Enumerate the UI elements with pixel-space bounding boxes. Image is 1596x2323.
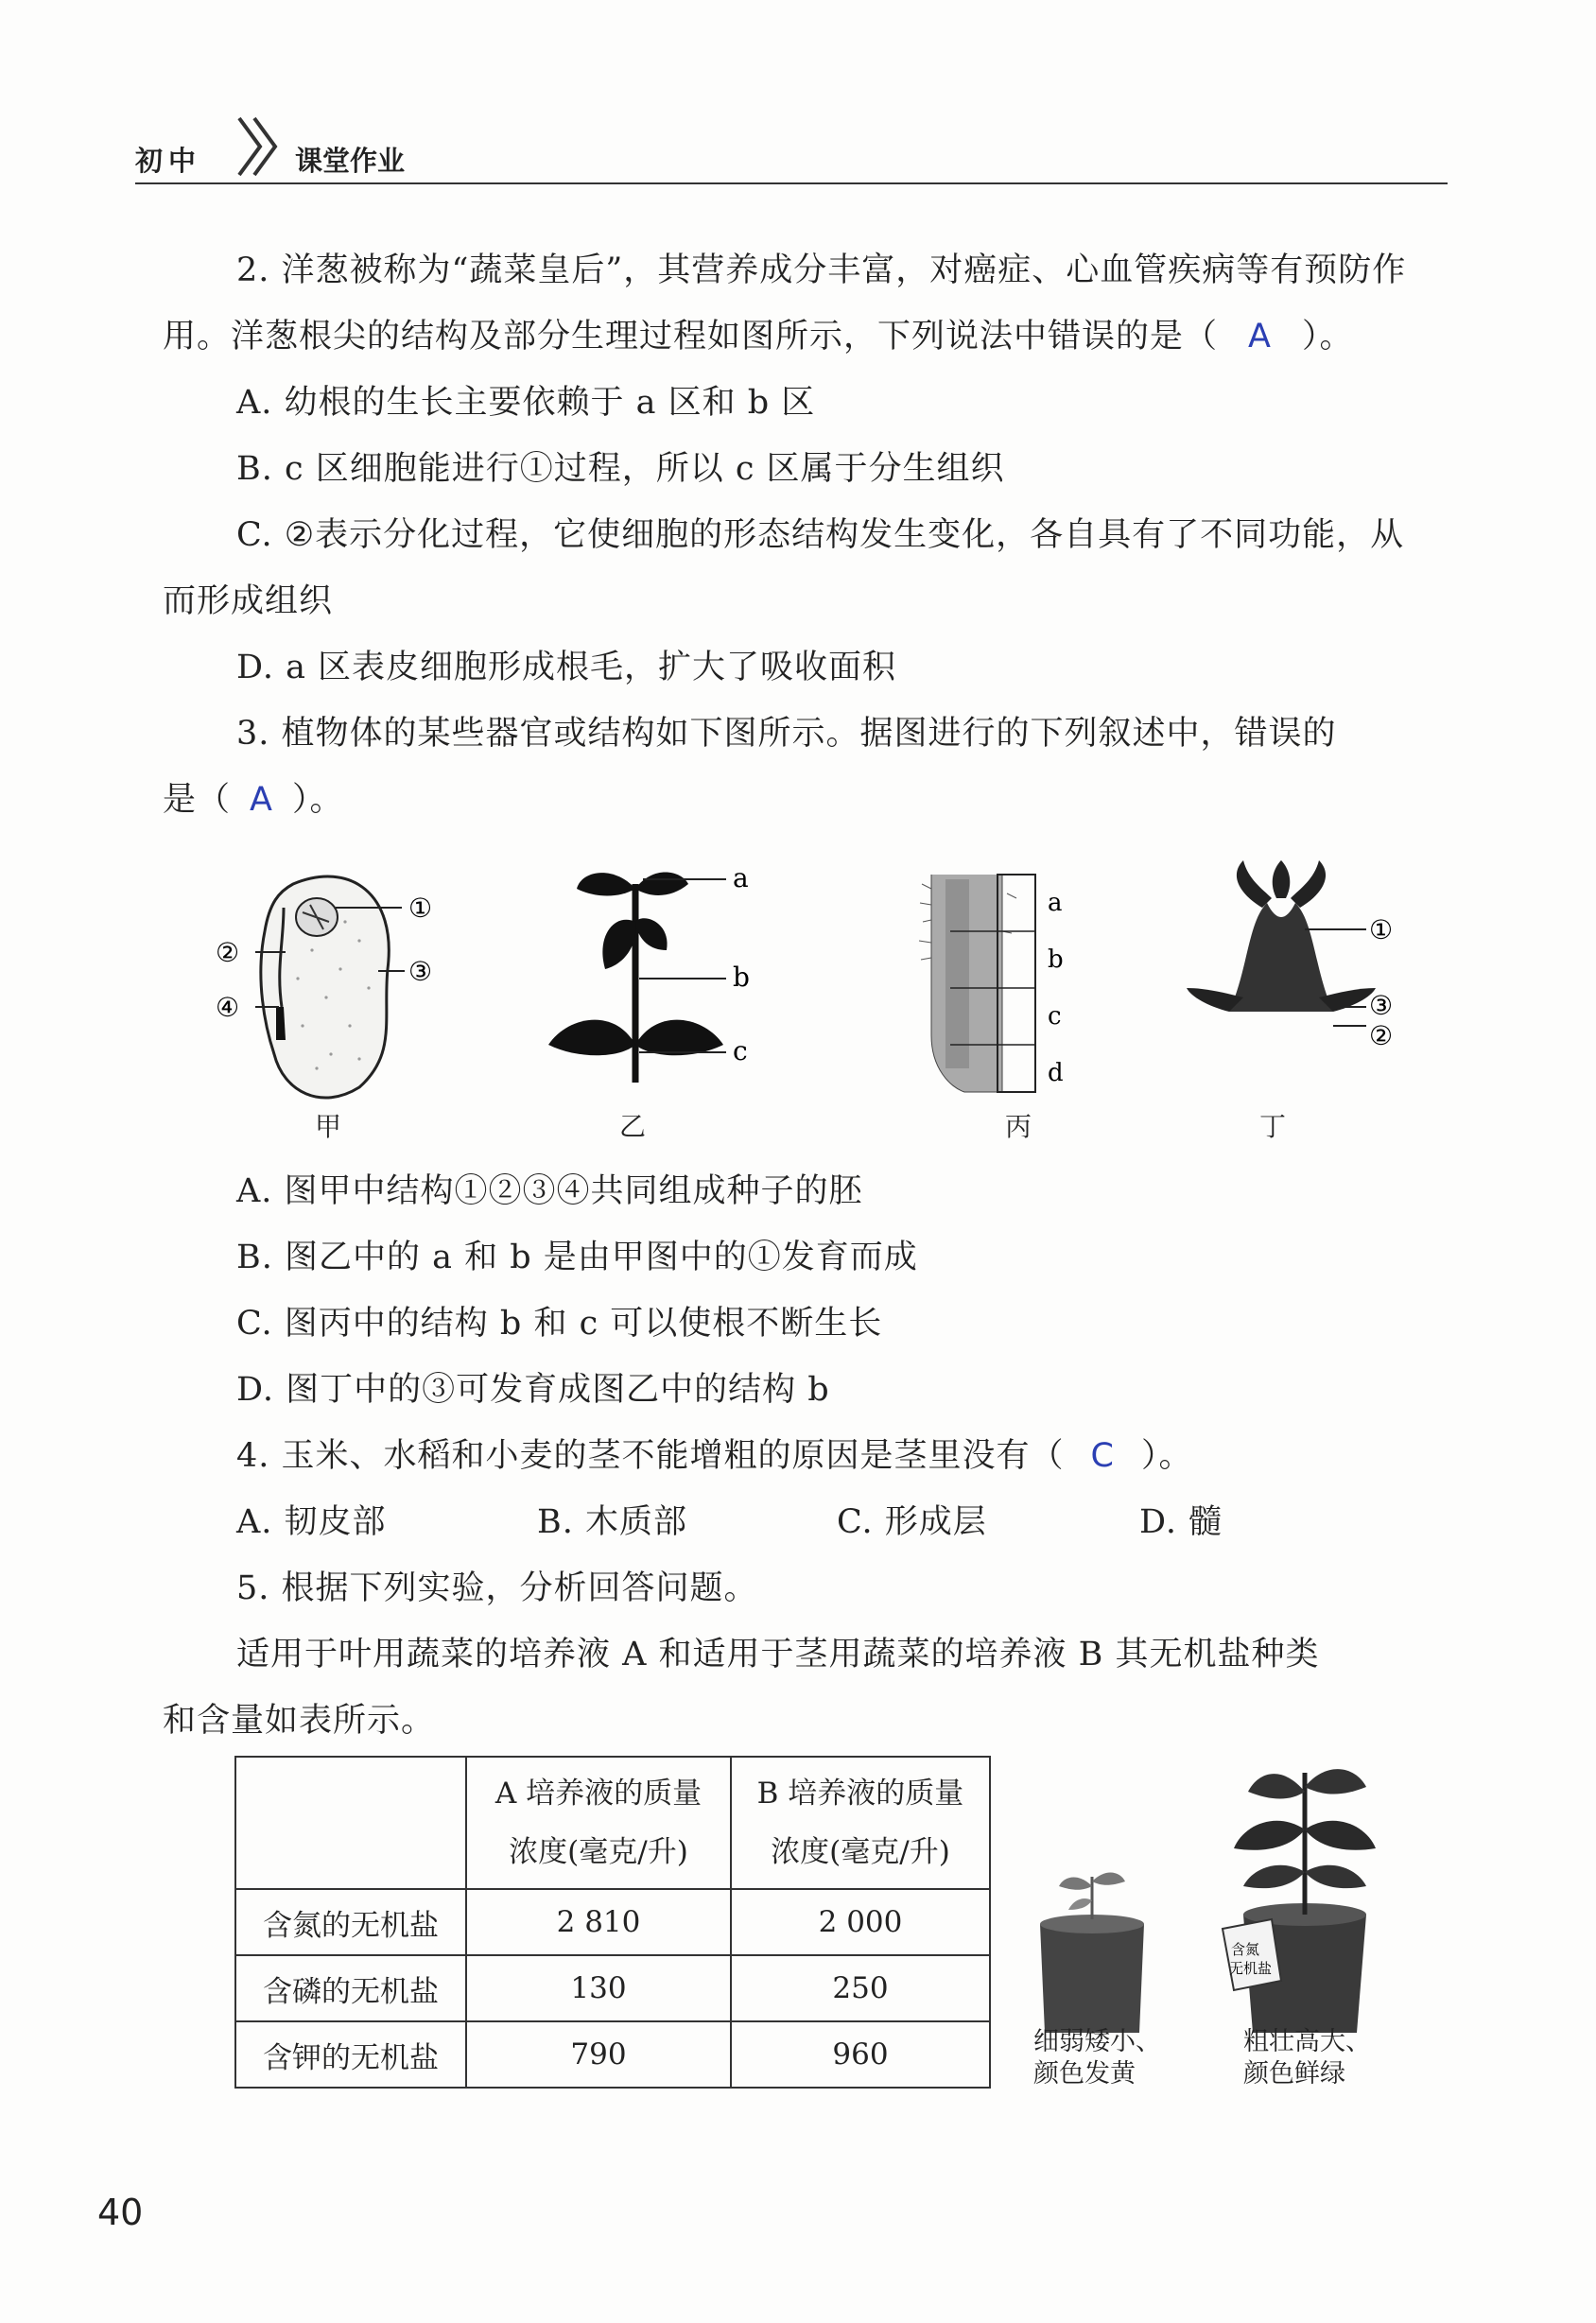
q4-option-b: B. 木质部 bbox=[537, 1503, 687, 1541]
seed-label-2: ② bbox=[216, 937, 240, 968]
seed-label-1: ① bbox=[408, 893, 433, 924]
root-label-b: b bbox=[1048, 945, 1064, 974]
caption-jia: 甲 bbox=[315, 1111, 342, 1142]
q5-line1: 5. 根据下列实验，分析回答问题。 bbox=[236, 1569, 758, 1607]
nutrient-table bbox=[234, 1756, 991, 2089]
q3-option-d: D. 图丁中的③可发育成图乙中的结构 b bbox=[236, 1371, 830, 1409]
q3-line1: 3. 植物体的某些器官或结构如下图所示。据图进行的下列叙述中，错误的 bbox=[236, 715, 1337, 753]
root-label-c: c bbox=[1048, 1002, 1062, 1031]
bud-label-2: ② bbox=[1369, 1020, 1394, 1051]
row-value-b: 960 bbox=[731, 2021, 990, 2088]
q4-option-c: C. 形成层 bbox=[837, 1503, 987, 1541]
q4-option-a: A. 韧皮部 bbox=[236, 1503, 387, 1541]
table-row bbox=[235, 1889, 990, 1955]
seedling-label-c: c bbox=[733, 1035, 748, 1066]
row-name: 含钾的无机盐 bbox=[235, 2021, 466, 2088]
q2-answer: A bbox=[1248, 318, 1272, 355]
row-value-a: 130 bbox=[466, 1955, 731, 2021]
table-header-b: B 培养液的质量 浓度(毫克/升) bbox=[731, 1757, 990, 1889]
q3-answer: A bbox=[250, 781, 273, 819]
q5-line3: 和含量如表所示。 bbox=[163, 1702, 436, 1740]
seed-label-3: ③ bbox=[408, 956, 433, 987]
caption-ding: 丁 bbox=[1259, 1111, 1287, 1142]
row-name: 含氮的无机盐 bbox=[235, 1889, 466, 1955]
seed-diagram bbox=[208, 865, 454, 1111]
weak-plant-caption: 细弱矮小、 颜色发黄 bbox=[1033, 2027, 1161, 2089]
q3-line2: 是（ A ）。 bbox=[163, 781, 344, 819]
root-tip-diagram bbox=[917, 865, 1087, 1101]
row-value-b: 250 bbox=[731, 1955, 990, 2021]
root-label-d: d bbox=[1048, 1059, 1064, 1087]
q3-option-a: A. 图甲中结构①②③④共同组成种子的胚 bbox=[236, 1172, 863, 1210]
table-row bbox=[235, 1955, 990, 2021]
page-number: 40 bbox=[97, 2192, 144, 2233]
double-chevron-icon bbox=[232, 113, 288, 180]
seedling-label-b: b bbox=[733, 962, 750, 993]
q4-answer: C bbox=[1090, 1437, 1115, 1475]
row-value-a: 790 bbox=[466, 2021, 731, 2088]
table-corner bbox=[235, 1757, 466, 1889]
root-label-a: a bbox=[1048, 889, 1063, 917]
table-row bbox=[235, 2021, 990, 2088]
row-value-a: 2 810 bbox=[466, 1889, 731, 1955]
seedling-label-a: a bbox=[733, 862, 749, 893]
caption-yi: 乙 bbox=[619, 1111, 647, 1142]
seed-label-4: ④ bbox=[216, 992, 240, 1023]
bud-label-1: ① bbox=[1369, 914, 1394, 945]
caption-bing: 丙 bbox=[1005, 1111, 1032, 1142]
q2-option-a: A. 幼根的生长主要依赖于 a 区和 b 区 bbox=[236, 384, 816, 422]
q2-option-d: D. a 区表皮细胞形成根毛，扩大了吸收面积 bbox=[236, 649, 897, 686]
bud-label-3: ③ bbox=[1369, 990, 1394, 1021]
q2-option-c: C. ②表示分化过程，它使细胞的形态结构发生变化，各自具有了不同功能，从 bbox=[236, 516, 1405, 554]
header-divider bbox=[135, 182, 1448, 184]
q2-option-c-cont: 而形成组织 bbox=[163, 582, 334, 620]
row-name: 含磷的无机盐 bbox=[235, 1955, 466, 2021]
q2-line1: 2. 洋葱被称为“蔬菜皇后”，其营养成分丰富，对癌症、心血管疾病等有预防作 bbox=[236, 251, 1407, 289]
healthy-plant-image bbox=[1215, 1754, 1385, 2037]
bag-label-1: 含氮 bbox=[1231, 1941, 1260, 1958]
q4-option-d: D. 髓 bbox=[1139, 1503, 1223, 1541]
q4-line1: 4. 玉米、水稻和小麦的茎不能增粗的原因是茎里没有（ C ）。 bbox=[236, 1437, 1193, 1475]
row-value-b: 2 000 bbox=[731, 1889, 990, 1955]
bud-diagram bbox=[1172, 856, 1409, 1083]
seedling-diagram bbox=[539, 856, 775, 1111]
q5-line2: 适用于叶用蔬菜的培养液 A 和适用于茎用蔬菜的培养液 B 其无机盐种类 bbox=[236, 1636, 1320, 1673]
header-title: 课堂作业 bbox=[295, 145, 406, 177]
weak-plant-image bbox=[1026, 1858, 1158, 2037]
q3-option-b: B. 图乙中的 a 和 b 是由甲图中的①发育而成 bbox=[236, 1239, 918, 1276]
table-header-a: A 培养液的质量 浓度(毫克/升) bbox=[466, 1757, 731, 1889]
header-level: 初中 bbox=[135, 145, 202, 177]
healthy-plant-caption: 粗壮高大、 颜色鲜绿 bbox=[1243, 2027, 1371, 2089]
bag-label-2: 无机盐 bbox=[1229, 1960, 1273, 1977]
q2-line2: 用。洋葱根尖的结构及部分生理过程如图所示，下列说法中错误的是（ A ）。 bbox=[163, 318, 1354, 355]
q3-option-c: C. 图丙中的结构 b 和 c 可以使根不断生长 bbox=[236, 1305, 883, 1343]
q2-option-b: B. c 区细胞能进行①过程，所以 c 区属于分生组织 bbox=[236, 450, 1005, 488]
